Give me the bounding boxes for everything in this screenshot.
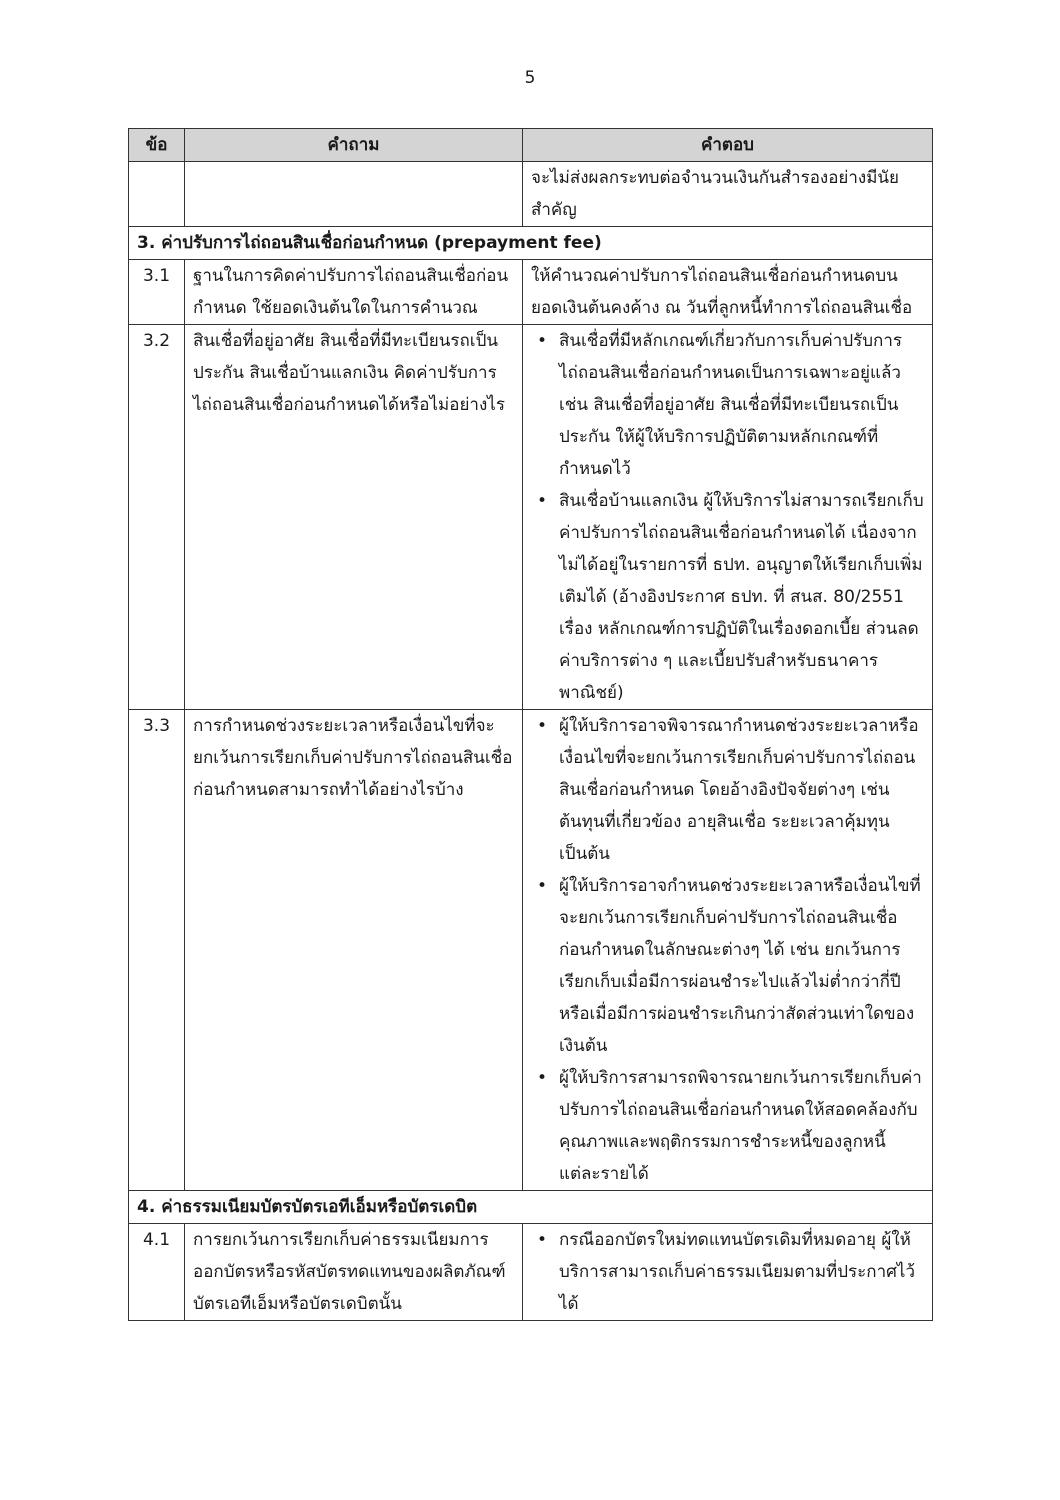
header-no: ข้อ	[129, 129, 185, 162]
table-row-4-1	[129, 1224, 933, 1321]
cell-no: 4.1	[129, 1224, 185, 1321]
cell-answer: จะไม่ส่งผลกระทบต่อจำนวนเงินกันสำรองอย่างมีนัยสำคัญ	[523, 162, 933, 227]
cell-question	[185, 162, 523, 227]
cell-no: 3.1	[129, 260, 185, 325]
page-number: 5	[524, 68, 536, 88]
table-row-3-1	[129, 260, 933, 325]
cell-answer: ให้คำนวณค่าปรับการไถ่ถอนสินเชื่อก่อนกำหนดบนยอดเงินต้นคงค้าง ณ วันที่ลูกหนี้ทำการไถ่ถอนสินเชื่อ	[523, 260, 933, 325]
answer-bullet: • ผู้ให้บริการอาจพิจารณากำหนดช่วงระยะเวลาหรือเงื่อนไขที่จะยกเว้นการเรียกเก็บค่าปรับการไถ่ถอนสินเชื่อก่อนกำหนด โดยอ้างอิงปัจจัยต่างๆ เช่น ต้นทุนที่เกี่ยวข้อง อายุสินเชื่อ ระยะเวลาคุ้มทุน เป็นต้น	[559, 710, 924, 870]
answer-bullet-list	[531, 1224, 924, 1320]
answer-bullet: • ผู้ให้บริการอาจกำหนดช่วงระยะเวลาหรือเงื่อนไขที่จะยกเว้นการเรียกเก็บค่าปรับการไถ่ถอนสินเชื่อก่อนกำหนดในลักษณะต่างๆ ได้ เช่น ยกเว้นการเรียกเก็บเมื่อมีการผ่อนชำระไปแล้วไม่ต่ำกว่ากี่ปีหรือเมื่อมีการผ่อนชำระเกินกว่าสัดส่วนเท่าใดของเงินต้น	[559, 870, 924, 1062]
header-answer: คำตอบ	[523, 129, 933, 162]
answer-bullet: • สินเชื่อที่มีหลักเกณฑ์เกี่ยวกับการเก็บค่าปรับการไถ่ถอนสินเชื่อก่อนกำหนดเป็นการเฉพาะอยู่แล้ว เช่น สินเชื่อที่อยู่อาศัย สินเชื่อที่มีทะเบียนรถเป็นประกัน ให้ผู้ให้บริการปฏิบัติตามหลักเกณฑ์ที่กำหนดไว้	[559, 325, 924, 485]
cell-question: การกำหนดช่วงระยะเวลาหรือเงื่อนไขที่จะยกเว้นการเรียกเก็บค่าปรับการไถ่ถอนสินเชื่อก่อนกำหนดสามารถทำได้อย่างไรบ้าง	[185, 710, 523, 1191]
cell-answer	[523, 325, 933, 710]
section-4-heading-row	[129, 1191, 933, 1224]
table-row-3-3	[129, 710, 933, 1191]
cell-no: 3.3	[129, 710, 185, 1191]
answer-bullet: • ผู้ให้บริการสามารถพิจารณายกเว้นการเรียกเก็บค่าปรับการไถ่ถอนสินเชื่อก่อนกำหนดให้สอดคล้องกับคุณภาพและพฤติกรรมการชำระหนี้ของลูกหนี้แต่ละรายได้	[559, 1062, 924, 1190]
table-header-row	[129, 129, 933, 162]
section-3-heading-row	[129, 227, 933, 260]
cell-question: การยกเว้นการเรียกเก็บค่าธรรมเนียมการออกบัตรหรือรหัสบัตรทดแทนของผลิตภัณฑ์บัตรเอทีเอ็มหรือบัตรเดบิตนั้น	[185, 1224, 523, 1321]
cell-question: สินเชื่อที่อยู่อาศัย สินเชื่อที่มีทะเบียนรถเป็นประกัน สินเชื่อบ้านแลกเงิน คิดค่าปรับการไถ่ถอนสินเชื่อก่อนกำหนดได้หรือไม่อย่างไร	[185, 325, 523, 710]
cell-question: ฐานในการคิดค่าปรับการไถ่ถอนสินเชื่อก่อนกำหนด ใช้ยอดเงินต้นใดในการคำนวณ	[185, 260, 523, 325]
table-row-3-2	[129, 325, 933, 710]
cell-answer	[523, 710, 933, 1191]
cell-no: 3.2	[129, 325, 185, 710]
table-row-continued	[129, 162, 933, 227]
section-3-title: 3. ค่าปรับการไถ่ถอนสินเชื่อก่อนกำหนด (prepayment fee)	[129, 227, 933, 260]
answer-bullet-list	[531, 710, 924, 1190]
answer-bullet: • สินเชื่อบ้านแลกเงิน ผู้ให้บริการไม่สามารถเรียกเก็บค่าปรับการไถ่ถอนสินเชื่อก่อนกำหนดได้ เนื่องจาก ไม่ได้อยู่ในรายการที่ ธปท. อนุญาตให้เรียกเก็บเพิ่มเติมได้ (อ้างอิงประกาศ ธปท. ที่ สนส. 80/2551 เรื่อง หลักเกณฑ์การปฏิบัติในเรื่องดอกเบี้ย ส่วนลด ค่าบริการต่าง ๆ และเบี้ยปรับสำหรับธนาคารพาณิชย์)	[559, 485, 924, 709]
header-question: คำถาม	[185, 129, 523, 162]
qa-table	[128, 128, 933, 1321]
section-4-title: 4. ค่าธรรมเนียมบัตรบัตรเอทีเอ็มหรือบัตรเดบิต	[129, 1191, 933, 1224]
answer-bullet: • กรณีออกบัตรใหม่ทดแทนบัตรเดิมที่หมดอายุ ผู้ให้บริการสามารถเก็บค่าธรรมเนียมตามที่ประกาศไว้ได้	[559, 1224, 924, 1320]
cell-no	[129, 162, 185, 227]
answer-bullet-list	[531, 325, 924, 709]
cell-answer	[523, 1224, 933, 1321]
